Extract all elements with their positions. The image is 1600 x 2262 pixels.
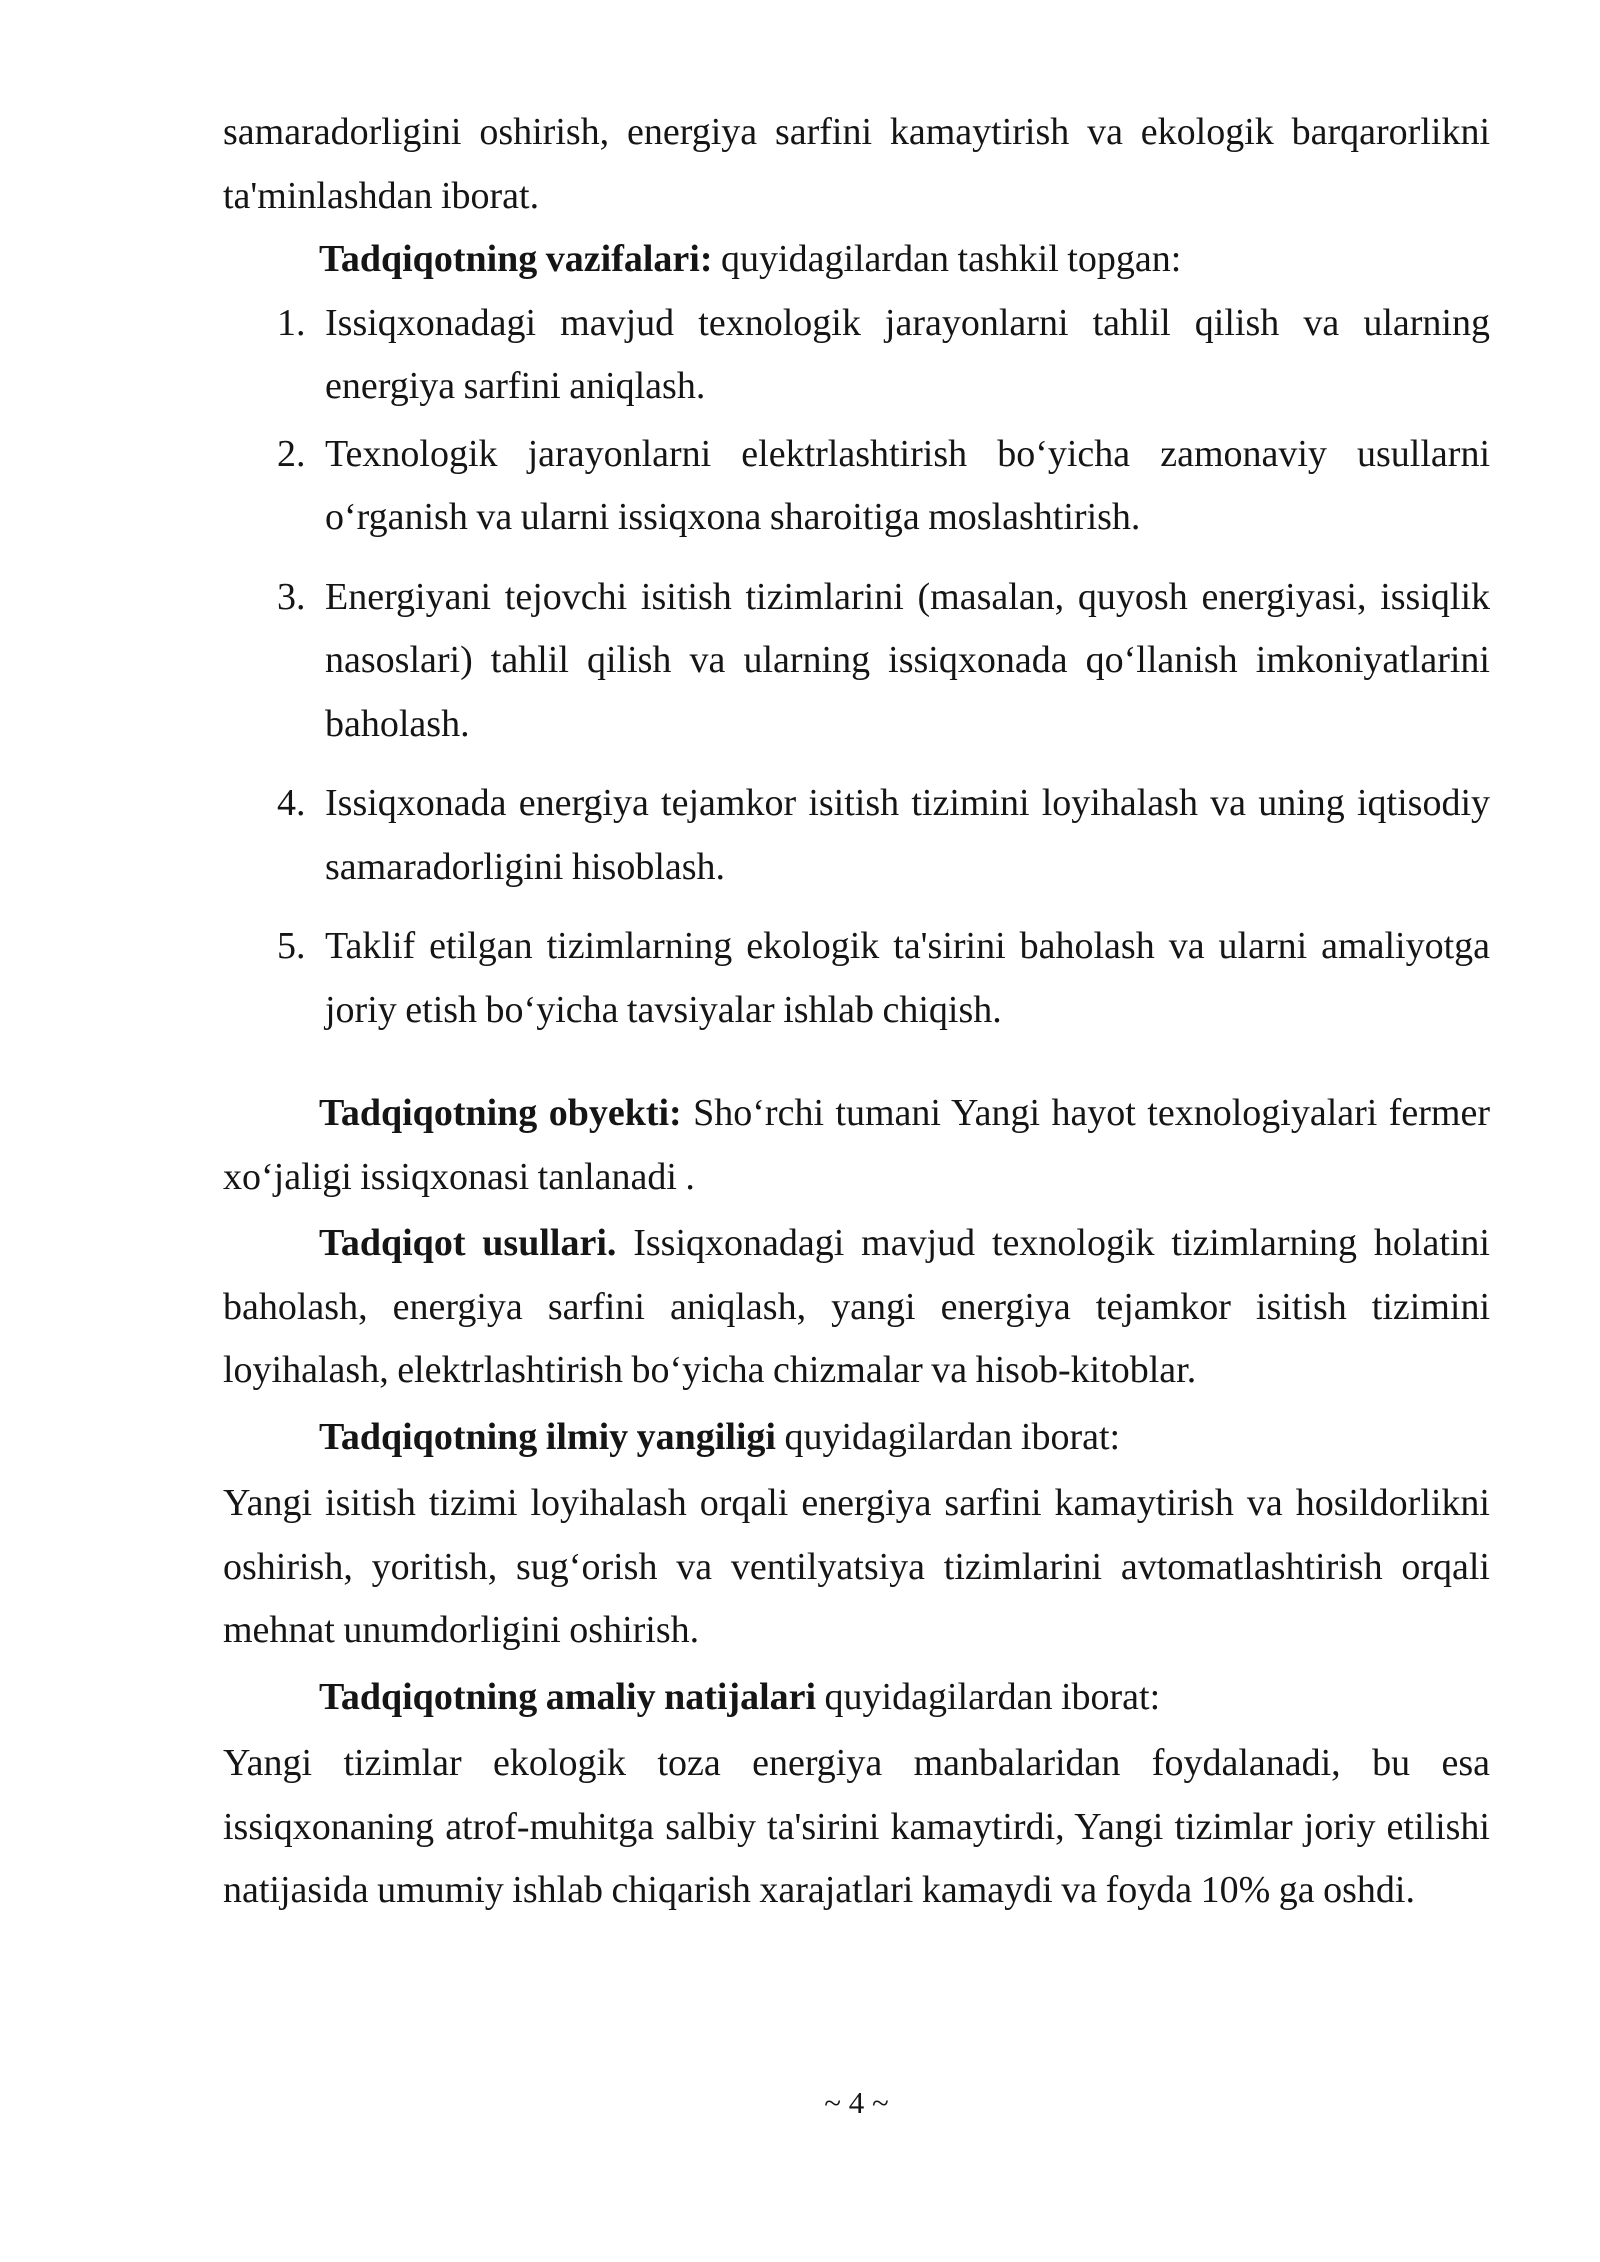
- task-item-1: [223, 292, 1490, 419]
- task-number-1: 1.: [277, 301, 306, 344]
- research-object-heading-bold: Tadqiqotning obyekti:: [319, 1092, 682, 1134]
- document-body: [223, 101, 1490, 1923]
- research-methods-text: Issiqxonadagi mavjud texnologik tizimlarning holatini baholash, energiya sarfini aniqlash, yangi energiya tejamkor isitish tizimini loyihalash, elektrlashtirish bo‘yicha chizmalar va hisob-kitoblar.: [223, 1222, 1490, 1391]
- task-text-5: Taklif etilgan tizimlarning ekologik ta'sirini baholash va ularni amaliyotga joriy etish bo‘yicha tavsiyalar ishlab chiqish.: [325, 925, 1490, 1031]
- paragraph-aim-continuation: samaradorligini oshirish, energiya sarfini kamaytirish va ekologik barqarorlikni ta'minlashdan iborat.: [223, 111, 1490, 217]
- practical-results-body: Yangi tizimlar ekologik toza energiya manbalaridan foydalanadi, bu esa issiqxonaning atrof-muhitga salbiy ta'sirini kamaytirdi, Yangi tizimlar joriy etilishi natijasida umumiy ishlab chiqarish xarajatlari kamaydi va foyda 10% ga oshdi.: [223, 1742, 1490, 1911]
- scientific-novelty-body: Yangi isitish tizimi loyihalash orqali energiya sarfini kamaytirish va hosildorlikni oshirish, yoritish, sug‘orish va ventilyatsiya tizimlarini avtomatlashtirish orqali mehnat unumdorligini oshirish.: [223, 1482, 1490, 1651]
- page-number: ~ 4 ~: [824, 2085, 889, 2120]
- task-item-4: [223, 772, 1490, 899]
- research-object-paragraph: [223, 1082, 1490, 1209]
- task-item-5: [223, 915, 1490, 1042]
- research-tasks-heading-rest: quyidagilardan tashkil topgan:: [712, 238, 1182, 280]
- task-item-3: [223, 566, 1490, 757]
- task-list: [223, 292, 1490, 1043]
- task-text-2: Texnologik jarayonlarni elektrlashtirish bo‘yicha zamonaviy usullarni o‘rganish va ularni issiqxona sharoitiga moslashtirish.: [325, 432, 1490, 538]
- practical-results-heading: [223, 1666, 1490, 1730]
- task-number-5: 5.: [277, 925, 306, 967]
- practical-results-heading-bold: Tadqiqotning amaliy natijalari: [319, 1675, 817, 1718]
- research-object-text: Sho‘rchi tumani Yangi hayot texnologiyalari fermer xo‘jaligi issiqxonasi tanlanadi .: [223, 1092, 1490, 1198]
- research-tasks-heading-bold: Tadqiqotning vazifalari:: [319, 238, 713, 280]
- task-number-2: 2.: [277, 432, 306, 475]
- research-tasks-heading: [223, 228, 1490, 292]
- scientific-novelty-heading: [223, 1406, 1490, 1470]
- scientific-novelty-heading-rest: quyidagilardan iborat:: [776, 1415, 1121, 1458]
- task-number-4: 4.: [277, 782, 306, 824]
- research-methods-heading-bold: Tadqiqot usullari.: [319, 1222, 617, 1264]
- task-item-2: [223, 423, 1490, 550]
- practical-results-heading-rest: quyidagilardan iborat:: [816, 1675, 1161, 1718]
- task-text-1: Issiqxonadagi mavjud texnologik jarayonlarni tahlil qilish va ularning energiya sarfini aniqlash.: [325, 301, 1490, 407]
- task-text-3: Energiyani tejovchi isitish tizimlarini (masalan, quyosh energiyasi, issiqlik nasoslari) tahlil qilish va ularning issiqxonada qo‘llanish imkoniyatlarini baholash.: [325, 575, 1490, 745]
- scientific-novelty-heading-bold: Tadqiqotning ilmiy yangiligi: [319, 1415, 776, 1458]
- task-number-3: 3.: [277, 575, 306, 618]
- task-text-4: Issiqxonada energiya tejamkor isitish tizimini loyihalash va uning iqtisodiy samaradorligini hisoblash.: [325, 782, 1490, 888]
- research-methods-paragraph: [223, 1212, 1490, 1403]
